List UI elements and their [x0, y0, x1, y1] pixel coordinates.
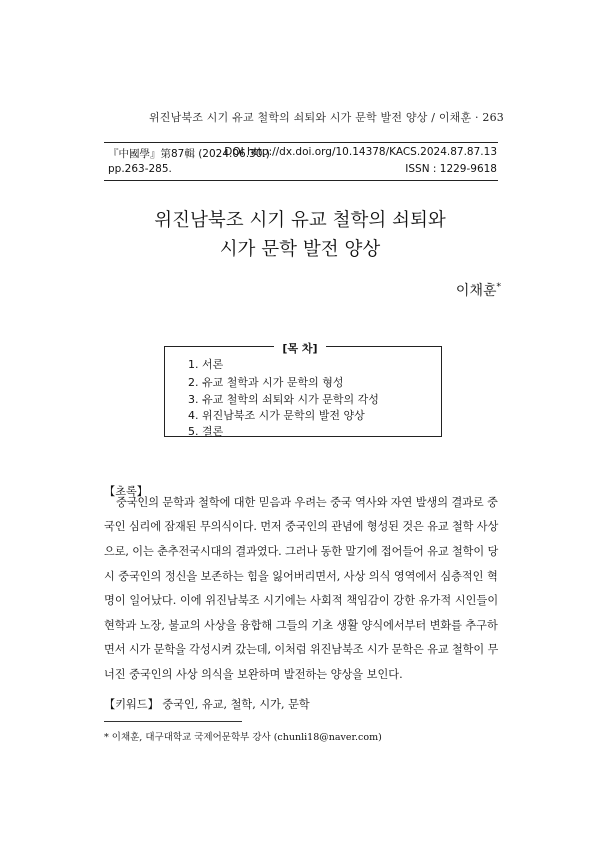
author-footnote: * 이채훈, 대구대학교 국제어문학부 강사 (chunli18@naver.com) — [104, 732, 382, 743]
abstract-line: 중국인의 문학과 철학에 대한 믿음과 우려는 중국 역사와 자연 발생의 결과로 중 — [116, 496, 498, 509]
doi-text: DOI http://dx.doi.org/10.14378/KACS.2024.87.87.13 — [224, 146, 497, 158]
toc-item: 3. 유교 철학의 쇠퇴와 시가 문학의 각성 — [188, 393, 379, 406]
author-name-text: 이채훈 — [455, 283, 497, 299]
keywords-label: 【키워드】 — [104, 698, 159, 711]
abstract-line: 너진 중국인의 사상 의식을 보완하며 발전하는 양상을 보인다. — [104, 668, 403, 681]
meta-bottom-rule — [104, 180, 498, 181]
abstract-line: 면서 시가 문학을 각성시켜 갔는데, 이처럼 위진남북조 시가 문학은 유교 철학이 무 — [104, 643, 499, 656]
abstract-line: 시 중국인의 정신을 보존하는 힘을 잃어버리면서, 사상 의식 영역에서 심층적인 혁 — [104, 570, 498, 583]
paper-title-line-2: 시가 문학 발전 양상 — [219, 239, 381, 260]
page-range: pp.263-285. — [108, 163, 172, 175]
abstract-line: 현학과 노장, 불교의 사상을 융합해 그들의 기초 생활 양식에서부터 변화를 추구하 — [104, 619, 498, 632]
footnote-rule — [104, 721, 242, 722]
paper-title-line-1: 위진남북조 시기 유교 철학의 쇠퇴와 — [154, 210, 446, 231]
toc-item: 4. 위진남북조 시가 문학의 발전 양상 — [188, 409, 365, 422]
abstract-line: 으로, 이는 춘추전국시대의 결과였다. 그러나 동한 말기에 접어들어 유교 철학이 당 — [104, 545, 499, 558]
keywords — [104, 693, 310, 718]
meta-top-rule — [104, 142, 498, 143]
abstract-line: 명이 일어났다. 이에 위진남북조 시기에는 사회적 책임감이 강한 유가적 시인들이 — [104, 594, 499, 607]
author-name — [456, 280, 501, 300]
keywords-text: 중국인, 유교, 철학, 시가, 문학 — [162, 698, 310, 711]
author-footnote-mark: * — [496, 282, 501, 293]
toc-heading-wrap — [0, 337, 600, 356]
toc-item: 1. 서론 — [188, 358, 224, 371]
abstract-label: 【초록】 — [104, 485, 148, 498]
toc-heading: [목 차] — [274, 342, 325, 355]
journal-citation: 『中國學』第87輯 (2024.06.30.) — [108, 148, 270, 160]
running-header: 위진남북조 시기 유교 철학의 쇠퇴와 시가 문학 발전 양상 / 이채훈 · 263 — [148, 111, 504, 124]
issn-text: ISSN : 1229-9618 — [405, 163, 497, 175]
toc-item: 2. 유교 철학과 시가 문학의 형성 — [188, 376, 344, 389]
abstract-line: 국인 심리에 잠재된 무의식이다. 먼저 중국인의 관념에 형성된 것은 유교 철학 사상 — [104, 520, 499, 533]
toc-item: 5. 결론 — [188, 425, 224, 438]
